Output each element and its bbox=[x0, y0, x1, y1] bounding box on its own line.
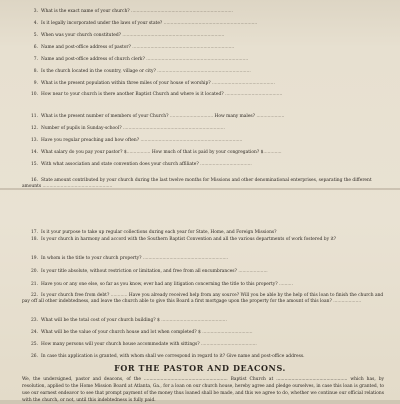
question-8: 8. Is the church located in the country, village or city? ................................................................... bbox=[33, 69, 251, 74]
question-20: 20. Is your title absolute, without restriction or limitation, and free from all encumbrances? ..................... bbox=[31, 269, 268, 274]
question-7: 7. Name and post-office address of church clerk? ......................................................................... bbox=[33, 57, 249, 62]
question-6: 6. Name and post-office address of pastor? ......................................................................... bbox=[33, 45, 235, 50]
question-23: 23. What will be the total cost of your church building? $ ............................................... bbox=[31, 318, 227, 323]
pledge-line-1: We, the undersigned, pastor and deacons, of the bbox=[22, 377, 141, 382]
question-24: 24. What will be the value of your church house and lot when completed? $ .................................... bbox=[31, 330, 253, 335]
pledge-line-1-end: Baptist Church at bbox=[230, 377, 274, 382]
question-3: 3. What is the exact name of your church? ......................................................................... bbox=[33, 9, 233, 14]
question-10: 10. How near to your church is there another Baptist Church and where is it located? ......................................... bbox=[31, 92, 283, 97]
pledge-line-3: for a loan on our church house, hereby agree and pledge ourselves, in case this loan is granted, to use our earnest endeavor to see that prompt payment of the money thus loaned shall be made, and this we agree to do, whether we continue our official relations with the church, or not, until this indebtedness is fully paid. bbox=[22, 384, 384, 403]
pledge-paragraph: We, the undersigned, pastor and deacons, of the ............................................................ Baptist Church at ................................................... which has, by resolution, applied to the Home Mission Board at Atlanta, Ga., for a loan on our church house, hereby agree and pledge ourselves, in case this loan is granted, to use our earnest endeavor to see that prompt payment of the money thus loaned shall be made, and this we agree to do, whether we continue our official relations with the church, or not, until this indebtedness is fully paid. bbox=[22, 377, 384, 403]
question-5: 5. When was your church constituted? ......................................................................... bbox=[33, 33, 225, 38]
question-22: 22. Is your church free from debt? ............ Have you already received help from any source? Will you be able by the help of this loan to finish the church and pay off all other indebtedness, and leave the church able to give this Board a first mortgage upon the property for the amount of this loan? .................... bbox=[22, 293, 384, 304]
question-12: 12. Number of pupils in Sunday-school? ......................................................................... bbox=[31, 126, 225, 131]
question-14: 14. What salary do you pay your pastor? $................. How much of that is paid by your congregation? $............. bbox=[31, 150, 282, 155]
question-4: 4. Is it legally incorporated under the laws of your state? ................................................................... bbox=[33, 21, 258, 26]
question-25: 25. How many persons will your church house accommodate with sittings? ........................................ bbox=[31, 342, 257, 347]
question-21: 21. Have you or any one else, so far as you know, ever had any litigation concerning the title to this property? .......... bbox=[31, 282, 293, 287]
section-title: FOR THE PASTOR AND DEACONS. bbox=[114, 363, 286, 373]
question-9: 9. What is the present population within three miles of your house of worship? ............................................. bbox=[33, 81, 275, 86]
question-11: 11. What is the present number of members of your Church? ............................... How many males? .................... bbox=[31, 114, 285, 119]
pledge-line-2: which has, by resolution, applied to the Home Mission Board at Atlanta, Ga., bbox=[22, 377, 384, 389]
question-15: 15. With what association and state convention does your church affiliate? ..................................... bbox=[31, 162, 252, 167]
question-26: 26. In case this application is granted, with whom shall we correspond in regard to it? Give name and post-office address. bbox=[31, 354, 305, 359]
question-17: 17. Is it your purpose to take up regular collections during each year for State, Home, and Foreign Missions? bbox=[31, 230, 277, 235]
question-19: 19. In whom is the title to your church property? ............................................................. bbox=[31, 256, 229, 261]
question-13: 13. Have you regular preaching and how often? ......................................................................... bbox=[31, 138, 243, 143]
question-16: 16. State amount contributed by your church during the last twelve months for Missions and other denominational enterprises, separating the different amounts .................................................. bbox=[22, 178, 372, 189]
question-18: 18. Is your church in harmony and accord with the Southern Baptist Convention and all the various departments of work fostered by it? bbox=[31, 237, 336, 242]
